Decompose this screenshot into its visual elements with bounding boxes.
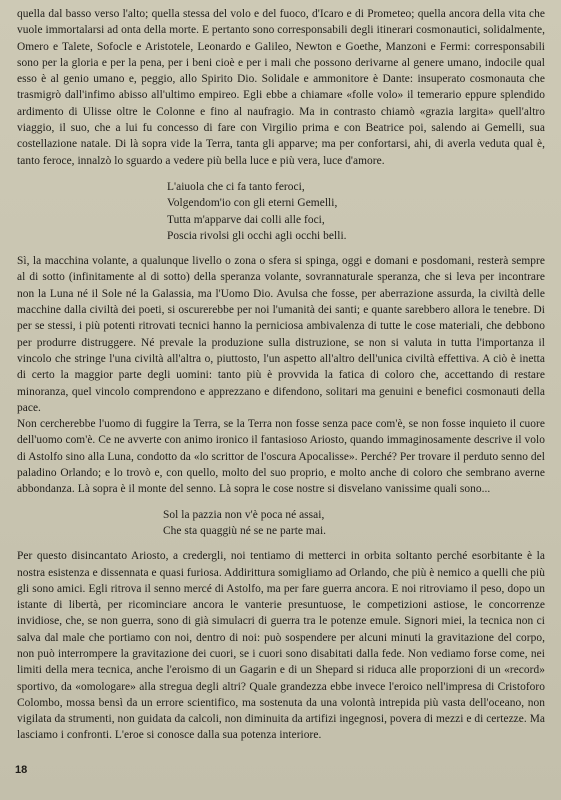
verse-quote-ariosto — [163, 507, 545, 540]
paragraph-1: quella dal basso verso l'alto; quella stessa del volo e del fuoco, d'Icaro e di Prometeo; quella ancora della vita che vuole immortalarsi ad onta della morte. E pertanto sono corresponsabili degli itinerari cosmonautici, solidalmente, Omero e Talete, Sofocle e Aristotele, Leonardo e Galileo, Newton e Goethe, Manzoni e Fermi: corresponsabili sono per la gloria e per la pena, per i beni cioè e per i mali che possono derivarne al genere umano, indocile qual esso è al genio umano e, peggio, allo Spirito Dio. Solidale e ammonitore è Dante: insuperato cosmonauta che trasmigrò dall'infimo abisso all'ultimo empireo. Egli ebbe a chiamare «folle volo» il temerario eppure splendido ardimento di Ulisse oltre le Colonne e fino al naufragio. Ma in contrasto chiamò «grazia largita» quell'altro viaggio, il suo, che a lui fu concesso di fare con Virgilio prima e con Beatrice poi, salendo ai Gemelli, sua costellazione natale. Di là sopra vide la Terra, tanta gli apparve; ma per confortarsi, ahi, di averla veduta qual è, tanto feroce, innalzò lo sguardo a vedere più bella luce e più vera, luce d'amore. — [17, 8, 545, 167]
paragraph-2: Sì, la macchina volante, a qualunque livello o zona o sfera si spinga, oggi e domani e posdomani, resterà sempre al di sotto (infinitamente al di sotto) della speranza volante, sovrannaturale speranza, che si leva per incontrare non la Luna né il Sole né la Galassia, ma l'Uomo Dio. Avulsa che fosse, per aberrazione assurda, la civiltà delle macchine dalla civiltà dei poeti, si oscurerebbe per noi l'umanità dei santi; e quante sarebbero allora le tenebre. Di per se stessi, i più potenti ritrovati tecnici hanno la perniciosa ambivalenza di tutte le cose materiali, che debbono per produrre distruggere. Né prevale la produzione sulla distruzione, se non si valuta in tutta l'importanza il vincolo che stringe l'una civiltà all'altra o, piuttosto, l'un aspetto all'altro dell'unica civiltà effettiva. A ciò è inetta di certo la maggior parte degli uomini: tanto più è provvida la fatica di coloro che, accettando di restare minoranza, quel vincolo comprendono e apprezzano e difendono, solitari ma genuini e benefici cosmonauti della pace. — [17, 255, 545, 414]
verse-line: Che sta quaggiù né se ne parte mai. — [163, 524, 327, 537]
verse-line: L'aiuola che ci fa tanto feroci, — [167, 180, 305, 193]
verse-quote-dante — [167, 179, 545, 244]
verse-line: Tutta m'apparve dai colli alle foci, — [167, 213, 325, 226]
paragraph-4: Per questo disincantato Ariosto, a credergli, noi tentiamo di metterci in orbita soltanto perché esorbitante è la nostra esistenza e dissennata e quasi furiosa. Addirittura somigliamo ad Orlando, che più è nemico a quelli che più gli sono amici. Egli ritrova il senno mercé di Astolfo, ma per fare guerra ancora. E noi ritroviamo il peso, dopo un istante di libertà, per ricominciare ancora le vanterie presuntuose, le competizioni astiose, le concorrenze invidiose, che, se non guerra, sono di già simulacri di guerra tra le potenze emule. Signori miei, la tecnica non ci salva dal male che portiamo con noi, dentro di noi: può sospendere per alcuni minuti la gravitazione del corpo, non può interrompere la gravitazione dei cuori, se i cuori sono disabitati dalla fede. Non vediamo forse come, nei limiti della mera tecnica, anche l'eroismo di un Gagarin e di un Shepard si riduca alle proporzioni di un «record» sportivo, da «omologare» alla stregua degli altri? Quale grandezza ebbe invece l'eroico nell'impresa di Cristoforo Colombo, mossa bensì da un errore scientifico, ma sostenuta da una volontà intrepida più vasta dell'oceano, non vigilata da strumenti, non guidata da calcoli, non diminuita da artifizi ingegnosi, povera di mezzi e di certezze. Ma lasciamo i confronti. L'eroe si conosce dalla sua potenza interiore. — [17, 550, 545, 742]
paragraph-3: Non cercherebbe l'uomo di fuggire la Terra, se la Terra non fosse senza pace com'è, se non fosse inquieto il cuore dell'uomo com'è. Ce ne avverte con animo ironico il fantasioso Ariosto, quando immaginosamente descrive il volo di Astolfo sino alla Luna, condotto da «lo scrittor de l'oscura Apocalisse». Perché? Per trovare il perduto senno del paladino Orlando; e lo trovò e, con quello, molto del suo proprio, e molto anche di coloro che sembrano averne abbondanza. Là sopra è il monte del senno. Là sopra le cose nostre si disvelano vanissime quali sono... — [17, 418, 545, 496]
verse-line: Volgendom'io con gli eterni Gemelli, — [167, 197, 338, 210]
body-text — [17, 6, 545, 744]
verse-line: Sol la pazzia non v'è poca né assai, — [163, 508, 325, 521]
verse-line: Poscia rivolsi gli occhi agli occhi belli. — [167, 229, 347, 242]
page-number: 18 — [15, 764, 28, 776]
